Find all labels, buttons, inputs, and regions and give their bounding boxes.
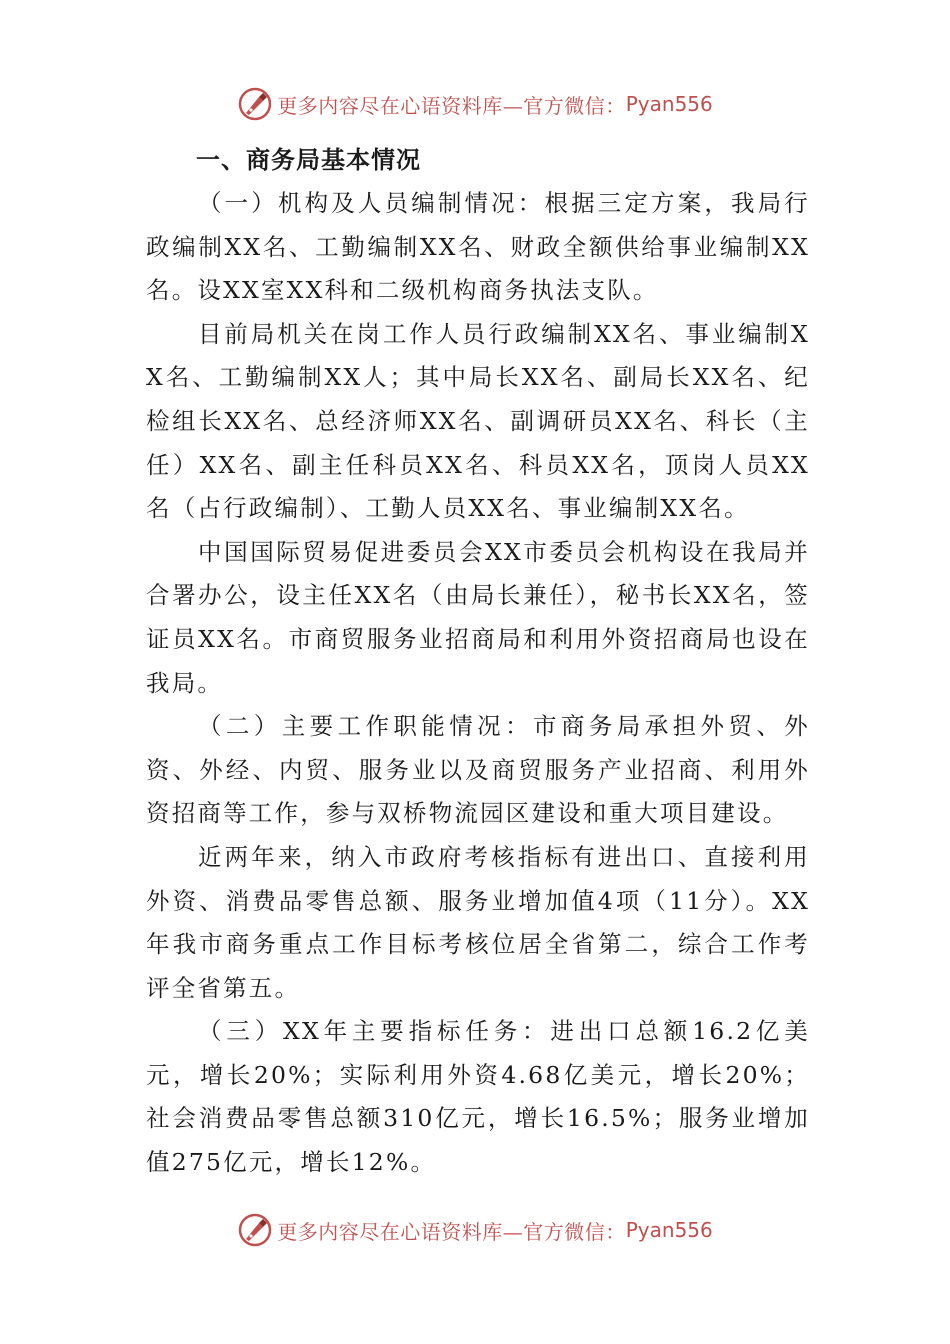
paragraph-targets: （三）XX年主要指标任务：进出口总额16.2亿美元，增长20%；实际利用外资4.68亿美元，增长20%；社会消费品零售总额310亿元，增长16.5%；服务业增加值275亿元，增长12%。	[146, 1017, 810, 1177]
paragraph-ccpit: 中国国际贸易促进委员会XX市委员会机构设在我局并合署办公，设主任XX名（由局长兼任），秘书长XX名，签证员XX名。市商贸服务业招商局和利用外资招商局也设在我局。	[146, 537, 810, 697]
paragraph-assessment: 近两年来，纳入市政府考核指标有进出口、直接利用外资、消费品零售总额、服务业增加值4项（11分）。XX年我市商务重点工作目标考核位居全省第二，综合工作考评全省第五。	[146, 842, 810, 1002]
header-watermark-banner	[0, 84, 950, 124]
footer-watermark-banner	[0, 1210, 950, 1250]
pen-nib-icon	[237, 1212, 273, 1248]
paragraph-functions: （二）主要工作职能情况：市商务局承担外贸、外资、外经、内贸、服务业以及商贸服务产业招商、利用外资招商等工作，参与双桥物流园区建设和重大项目建设。	[146, 712, 810, 828]
paragraph-personnel: 目前局机关在岗工作人员行政编制XX名、事业编制XX名、工勤编制XX人；其中局长XX名、副局长XX名、纪检组长XX名、总经济师XX名、副调研员XX名、科长（主任）XX名、副主任科员XX名、科员XX名，顶岗人员XX名（占行政编制）、工勤人员XX名、事业编制XX名。	[146, 319, 810, 523]
section-heading: 一、商务局基本情况	[196, 146, 421, 174]
pen-nib-icon	[237, 86, 273, 122]
watermark-text: 更多内容尽在心语资料库—官方微信：	[277, 93, 626, 118]
paragraph-staffing: （一）机构及人员编制情况：根据三定方案，我局行政编制XX名、工勤编制XX名、财政全额供给事业编制XX名。设XX室XX科和二级机构商务执法支队。	[146, 189, 810, 305]
watermark-wechat-id: Pyan556	[625, 92, 713, 116]
watermark-wechat-id: Pyan556	[625, 1218, 713, 1242]
document-body	[146, 138, 810, 1185]
watermark-text: 更多内容尽在心语资料库—官方微信：	[277, 1219, 626, 1244]
